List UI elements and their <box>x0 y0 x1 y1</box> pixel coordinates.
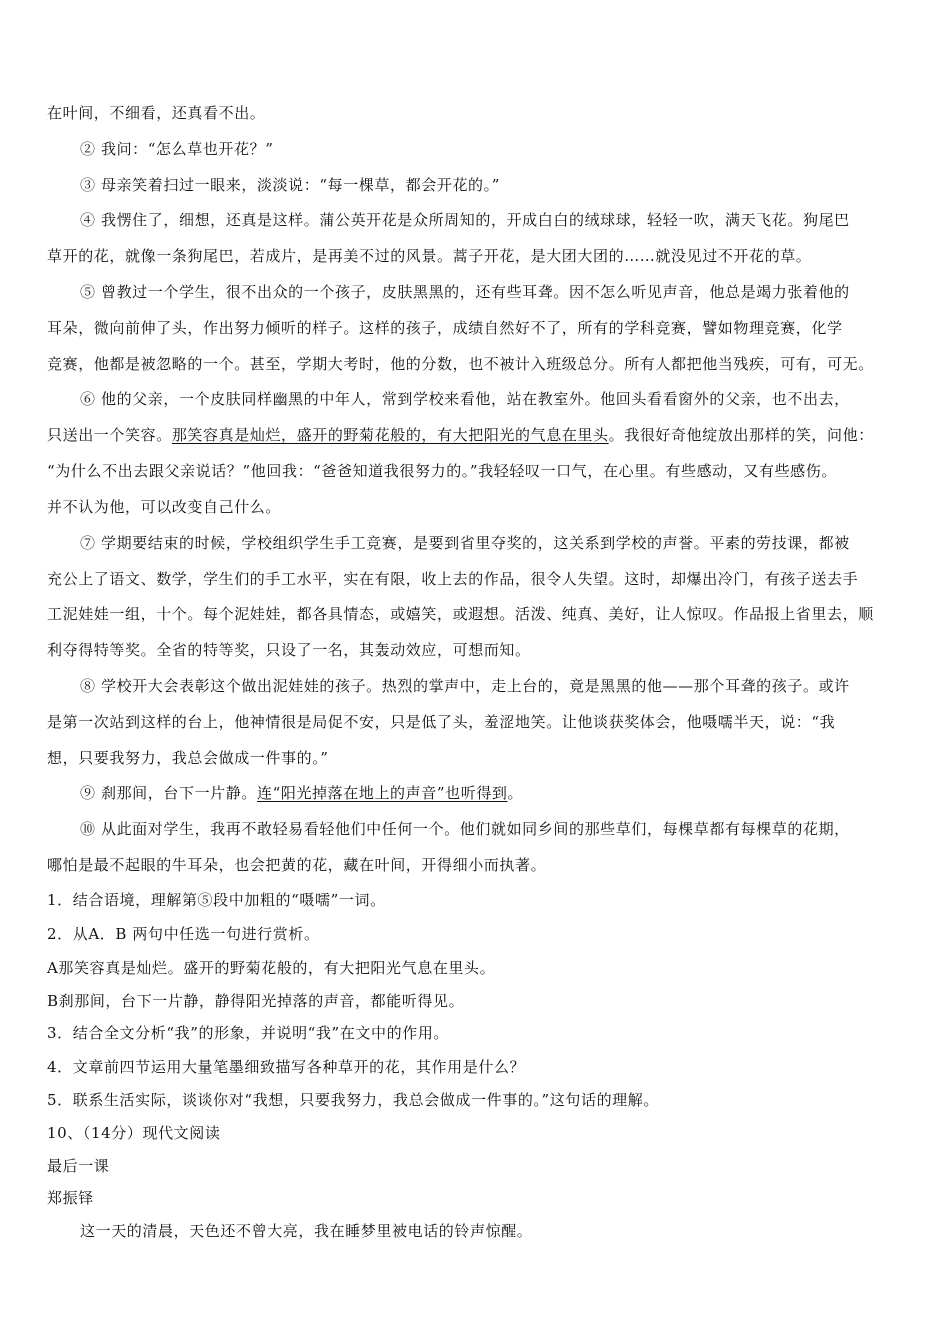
paragraph-line: ⑧ 学校开大会表彰这个做出泥娃娃的孩子。热烈的掌声中，走上台的，竟是黑黑的他——那个耳聋的孩子。或许 <box>80 677 850 695</box>
underlined-sentence-b: 连“阳光掉落在地上的声音”也听得到 <box>256 784 508 802</box>
paragraph-line <box>47 425 874 445</box>
paragraph-line: 竞赛，他都是被忽略的一个。甚至，学期大考时，他的分数，也不被计入班级总分。所有人都把他当残疾，可有，可无。 <box>47 355 874 373</box>
paragraph-line: ② 我问：“怎么草也开花？” <box>80 140 274 158</box>
underlined-sentence-a: 那笑容真是灿烂，盛开的野菊花般的，有大把阳光的气息在里头 <box>171 426 609 444</box>
paragraph-line: 草开的花，就像一条狗尾巴，若成片，是再美不过的风景。蒿子开花，是大团大团的……就没见过不开花的草。 <box>47 247 812 265</box>
paragraph-line: 利夺得特等奖。全省的特等奖，只设了一名，其轰动效应，可想而知。 <box>47 641 531 659</box>
question-5: 5．联系生活实际，谈谈你对“我想，只要我努力，我总会做成一件事的。”这句话的理解。 <box>47 1091 659 1109</box>
paragraph-line: 充公上了语文、数学，学生们的手工水平，实在有限，收上去的作品，很令人失望。这时，却爆出冷门，有孩子送去手 <box>47 570 859 588</box>
text-segment: 只送出一个笑容。 <box>47 426 172 444</box>
question-2: 2．从A．B 两句中任选一句进行赏析。 <box>47 925 320 943</box>
paragraph-line <box>80 783 523 803</box>
paragraph-line: 是第一次站到这样的台上，他神情很是局促不安，只是低了头，羞涩地笑。让他谈获奖体会，他嗫嚅半天，说：“我 <box>47 713 836 731</box>
paragraph-line: “为什么不出去跟父亲说话？”他回我：“爸爸知道我很努力的。”我轻轻叹一口气，在心里。有些感动，又有些感伤。 <box>47 462 837 480</box>
text-segment: ⑨ 刹那间，台下一片静。 <box>80 784 257 802</box>
paragraph-line: 工泥娃娃一组，十个。每个泥娃娃，都各具情态，或嬉笑，或遐想。活泼、纯真、美好，让人惊叹。作品报上省里去，顺 <box>47 605 874 623</box>
paragraph-line: 哪怕是最不起眼的牛耳朵，也会把黄的花，藏在叶间，开得细小而执著。 <box>47 856 547 874</box>
paragraph-line: ⑩ 从此面对学生，我再不敢轻易看轻他们中任何一个。他们就如同乡间的那些草们，每棵草都有每棵草的花期， <box>80 820 850 838</box>
paragraph-line: ③ 母亲笑着扫过一眼来，淡淡说：“每一棵草，都会开花的。” <box>80 176 501 194</box>
question-4: 4．文章前四节运用大量笔墨细致描写各种草开的花，其作用是什么？ <box>47 1058 526 1076</box>
article-title: 最后一课 <box>47 1157 110 1175</box>
paragraph-line: 这一天的清晨，天色还不曾大亮，我在睡梦里被电话的铃声惊醒。 <box>80 1222 533 1240</box>
paragraph-line: 想，只要我努力，我总会做成一件事的。” <box>47 749 329 767</box>
question-2-option-b: B刹那间，台下一片静，静得阳光掉落的声音，都能听得见。 <box>47 992 465 1010</box>
paragraph-line: ⑦ 学期要结束的时候，学校组织学生手工竞赛，是要到省里夺奖的，这关系到学校的声誉。平素的劳技课，都被 <box>80 534 850 552</box>
section-heading: 10、（14分）现代文阅读 <box>47 1124 221 1142</box>
paragraph-line: ⑥ 他的父亲，一个皮肤同样幽黑的中年人，常到学校来看他，站在教室外。他回头看看窗外的父亲，也不出去， <box>80 390 850 408</box>
paragraph-line: ④ 我愣住了，细想，还真是这样。蒲公英开花是众所周知的，开成白白的绒球球，轻轻一吹，满天飞花。狗尾巴 <box>80 211 850 229</box>
paragraph-line: ⑤ 曾教过一个学生，很不出众的一个孩子，皮肤黑黑的，还有些耳聋。因不怎么听见声音，他总是竭力张着他的 <box>80 283 850 301</box>
paragraph-line: 耳朵，微向前伸了头，作出努力倾听的样子。这样的孩子，成绩自然好不了，所有的学科竞赛，譬如物理竞赛，化学 <box>47 319 843 337</box>
question-3: 3．结合全文分析“我”的形象，并说明“我”在文中的作用。 <box>47 1024 450 1042</box>
paragraph-line: 在叶间，不细看，还真看不出。 <box>47 104 266 122</box>
text-segment: 。 <box>507 784 524 802</box>
paragraph-line: 并不认为他，可以改变自己什么。 <box>47 498 282 516</box>
question-1: 1．结合语境，理解第⑤段中加粗的“嗫嚅”一词。 <box>47 891 386 909</box>
question-2-option-a: A那笑容真是灿烂。盛开的野菊花般的，有大把阳光气息在里头。 <box>47 959 496 977</box>
text-segment: 。我很好奇他绽放出那样的笑，问他： <box>608 426 874 444</box>
article-author: 郑振铎 <box>47 1189 94 1207</box>
